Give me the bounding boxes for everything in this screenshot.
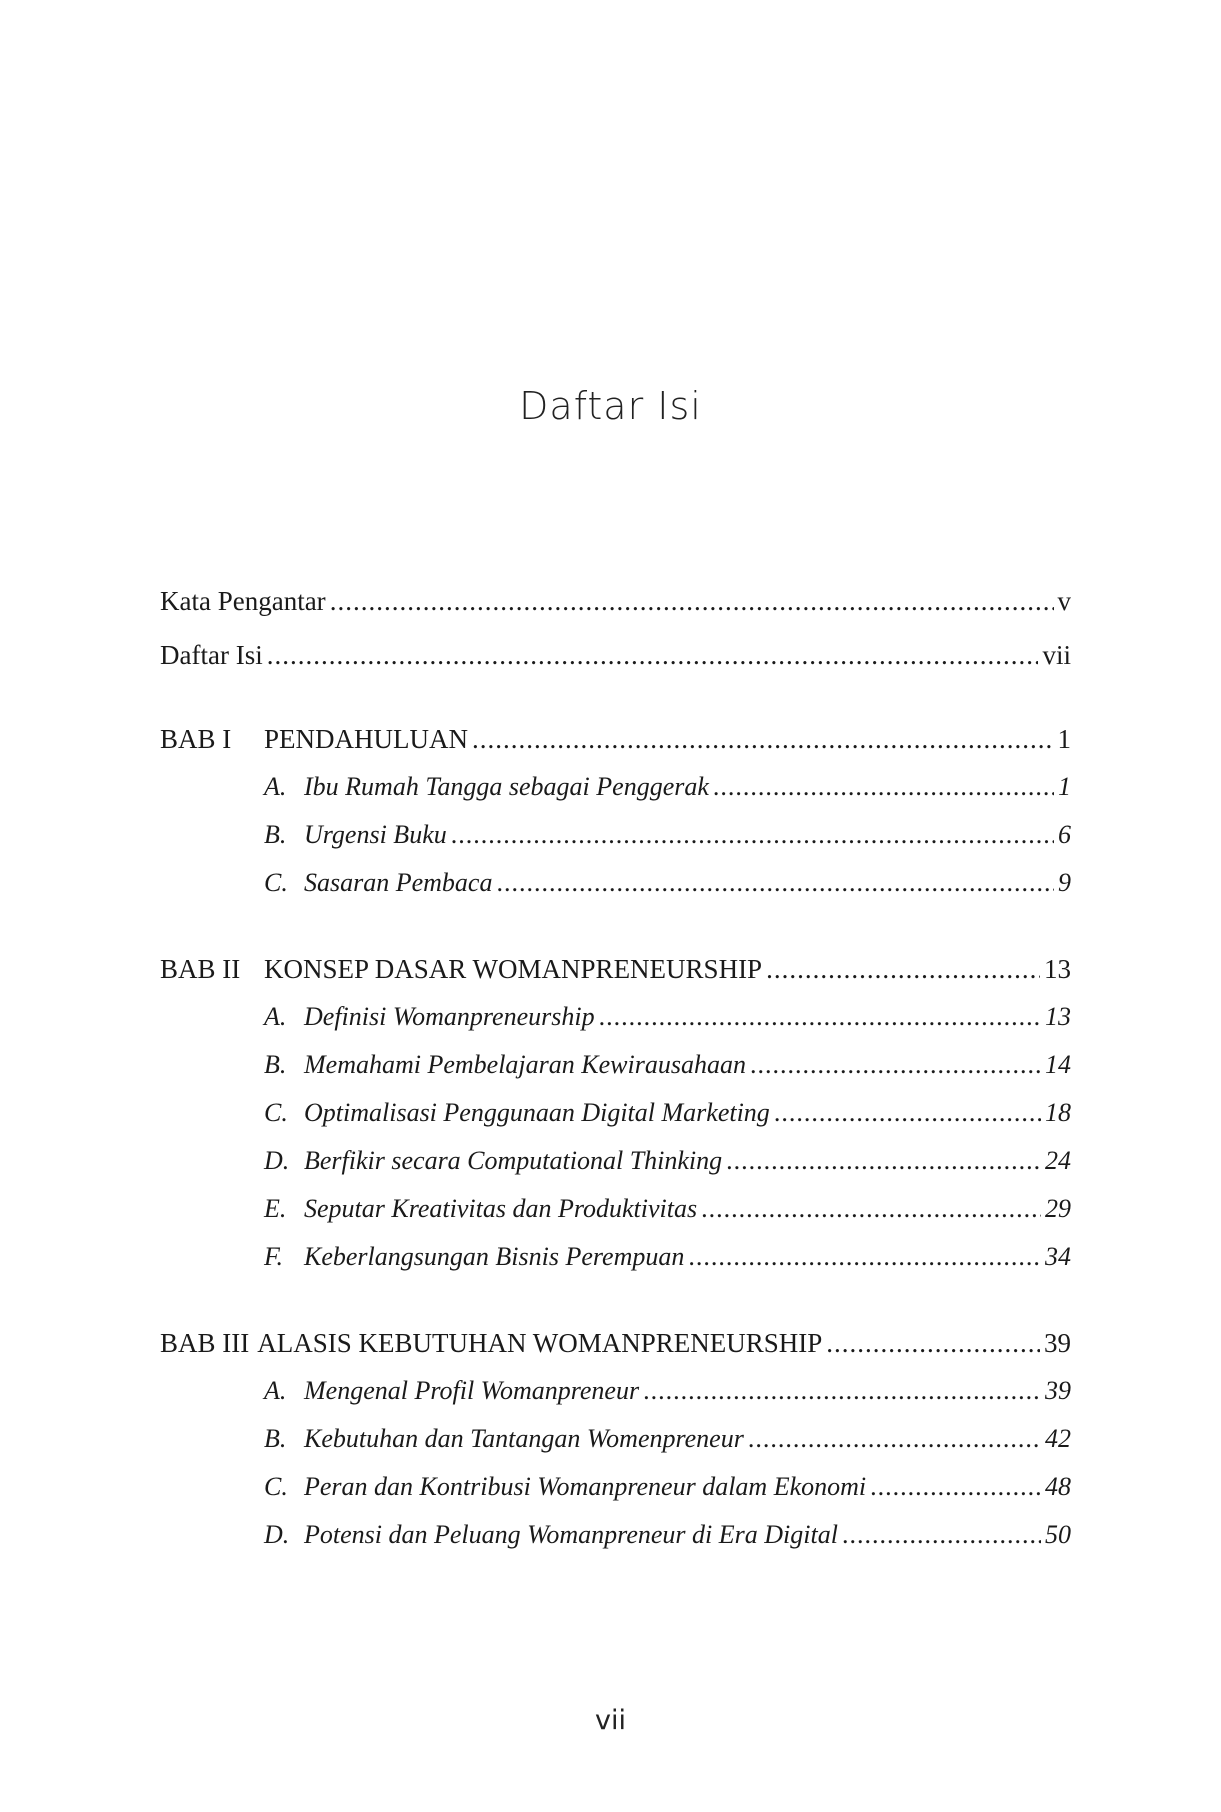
toc-page-number: v (1057, 586, 1071, 616)
section-letter: D. (264, 1520, 290, 1549)
toc-chapter-bab-3[interactable] (160, 1328, 1071, 1376)
chapter-label: BAB II (160, 954, 241, 984)
toc-page-number: 29 (1045, 1194, 1071, 1223)
toc-page-number: 24 (1045, 1146, 1071, 1175)
toc-page-number: 1 (1057, 724, 1071, 754)
dot-leader (826, 1328, 1040, 1359)
section-letter: D. (264, 1146, 290, 1175)
section-title: Mengenal Profil Womanpreneur (304, 1376, 640, 1405)
toc-section[interactable] (160, 1194, 1071, 1242)
toc-section[interactable] (160, 1242, 1071, 1290)
section-title: Keberlangsungan Bisnis Perempuan (304, 1242, 685, 1271)
toc-section[interactable] (160, 1002, 1071, 1050)
toc-section[interactable] (160, 1050, 1071, 1098)
toc-entry-text: Kata Pengantar (160, 586, 326, 616)
footer-page-number: vii (595, 1705, 626, 1736)
section-letter: C. (264, 868, 288, 897)
section-title: Memahami Pembelajaran Kewirausahaan (304, 1050, 746, 1079)
section-letter: B. (264, 1424, 287, 1453)
toc-section[interactable] (160, 868, 1071, 916)
toc-section[interactable] (160, 1472, 1071, 1520)
dot-leader (726, 1146, 1041, 1176)
section-title: Potensi dan Peluang Womanpreneur di Era Digital (304, 1520, 838, 1549)
dot-leader (701, 1194, 1041, 1224)
section-title: Urgensi Buku (304, 820, 447, 849)
section-letter: F. (264, 1242, 284, 1271)
dot-leader (750, 1050, 1041, 1080)
toc-section[interactable] (160, 772, 1071, 820)
section-letter: E. (264, 1194, 287, 1223)
toc-page-number: 13 (1045, 1002, 1071, 1031)
section-title: Seputar Kreativitas dan Produktivitas (304, 1194, 698, 1223)
dot-leader (688, 1242, 1041, 1272)
toc-page-number: 39 (1044, 1328, 1071, 1358)
dot-leader (766, 954, 1040, 985)
toc-entry-daftar-isi[interactable] (160, 640, 1071, 694)
chapter-label: BAB III (160, 1328, 250, 1358)
toc-page-number: 42 (1045, 1424, 1071, 1453)
section-letter: A. (264, 1376, 287, 1405)
toc-section[interactable] (160, 1146, 1071, 1194)
dot-leader (713, 772, 1054, 802)
dot-leader (451, 820, 1054, 850)
dot-leader (599, 1002, 1041, 1032)
dot-leader (643, 1376, 1041, 1406)
section-letter: C. (264, 1472, 288, 1501)
toc-section[interactable] (160, 1376, 1071, 1424)
toc-page-number: 50 (1045, 1520, 1071, 1549)
toc-page-number: 34 (1045, 1242, 1071, 1271)
section-title: Berfikir secara Computational Thinking (304, 1146, 723, 1175)
page-title: Daftar Isi (519, 384, 702, 428)
toc-page-number: 14 (1045, 1050, 1071, 1079)
dot-leader (774, 1098, 1041, 1128)
dot-leader (472, 724, 1054, 755)
section-title: Optimalisasi Penggunaan Digital Marketing (304, 1098, 770, 1127)
toc-page-number: 39 (1045, 1376, 1071, 1405)
dot-leader (842, 1520, 1041, 1550)
toc-section[interactable] (160, 1520, 1071, 1568)
section-title: Definisi Womanpreneurship (304, 1002, 595, 1031)
chapter-title: PENDAHULUAN (264, 724, 468, 754)
toc-page-number: 18 (1045, 1098, 1071, 1127)
section-title: Sasaran Pembaca (304, 868, 493, 897)
section-letter: C. (264, 1098, 288, 1127)
toc-page-number: 48 (1045, 1472, 1071, 1501)
dot-leader (870, 1472, 1041, 1502)
section-letter: A. (264, 1002, 287, 1031)
section-title: Kebutuhan dan Tantangan Womenpreneur (304, 1424, 744, 1453)
section-letter: B. (264, 1050, 287, 1079)
dot-leader (748, 1424, 1041, 1454)
section-title: Peran dan Kontribusi Womanpreneur dalam Ekonomi (304, 1472, 867, 1501)
table-of-contents (160, 586, 1071, 1568)
dot-leader (330, 586, 1054, 617)
toc-chapter-bab-2[interactable] (160, 954, 1071, 1002)
chapter-title: ALASIS KEBUTUHAN WOMANPRENEURSHIP (257, 1328, 823, 1358)
section-letter: B. (264, 820, 287, 849)
dot-leader (496, 868, 1054, 898)
toc-page-number: 13 (1044, 954, 1071, 984)
toc-chapter-bab-1[interactable] (160, 724, 1071, 772)
dot-leader (267, 640, 1039, 671)
toc-page-number: 6 (1058, 820, 1071, 849)
toc-entry-kata-pengantar[interactable] (160, 586, 1071, 640)
toc-page-number: 1 (1058, 772, 1071, 801)
toc-page-number: 9 (1058, 868, 1071, 897)
toc-entry-text: Daftar Isi (160, 640, 263, 670)
chapter-title: KONSEP DASAR WOMANPRENEURSHIP (264, 954, 763, 984)
toc-section[interactable] (160, 820, 1071, 868)
toc-section[interactable] (160, 1098, 1071, 1146)
toc-section[interactable] (160, 1424, 1071, 1472)
toc-page-number: vii (1042, 640, 1071, 670)
section-title: Ibu Rumah Tangga sebagai Penggerak (304, 772, 709, 801)
chapter-label: BAB I (160, 724, 232, 754)
section-letter: A. (264, 772, 287, 801)
